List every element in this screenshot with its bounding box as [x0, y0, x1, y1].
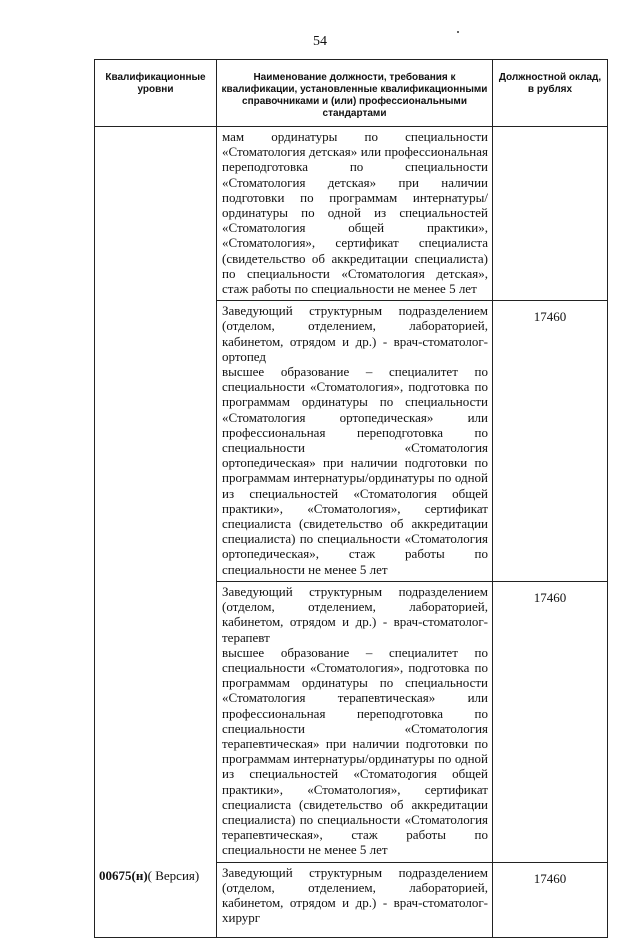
footer-code: 00675(н) — [99, 868, 148, 883]
footer-version: ( Версия) — [147, 868, 200, 883]
position-requirements-cell — [217, 127, 493, 301]
salary-cell: 17460 — [493, 862, 608, 937]
position-requirements-cell — [217, 581, 493, 862]
position-requirements-text: мам ординатуры по специальности «Стоматология детская» или профессиональная переподготовка по специальности «Стоматология детская» при наличии подготовки по программам интернатуры/ординатуры по одной из специальностей «Стоматология общей практики», «Стоматология», сертификат специалиста (свидетельство об аккредитации специалиста) по специальности «Стоматология детская», стаж работы по специальности не менее 5 лет — [222, 129, 488, 297]
table-header-row — [95, 60, 608, 127]
position-title: Заведующий структурным подразделением (отделом, отделением, лабораторией, кабинетом, отрядом и др.) - врач-стоматолог-хирург — [222, 864, 488, 926]
header-position-requirements: Наименование должности, требования к квалификации, установленные квалификационными справочниками и (или) профессиональными стандартами — [217, 60, 493, 127]
header-qualification-levels: Квалификационные уровни — [95, 60, 217, 127]
salary-cell: 17460 — [493, 581, 608, 862]
scan-speck — [457, 31, 459, 33]
position-title: Заведующий структурным подразделением (отделом, отделением, лабораторией, кабинетом, отрядом и др.) - врач-стоматолог-терапевт — [222, 583, 488, 645]
table-row — [95, 127, 608, 301]
qualification-level-cell — [95, 127, 217, 938]
salary-cell — [493, 127, 608, 301]
position-requirements-text: высшее образование – специалитет по специальности «Стоматология», подготовка по программам ординатуры по специальности «Стоматология ортопедическая» или профессиональная переподготовка по специальности «Стоматология ортопедическая» при наличии подготовки по программам интернатуры/ординатуры по одной из специальностей «Стоматология общей практики», «Стоматология», сертификат специалиста (свидетельство об аккредитации специалиста) по специальности «Стоматология ортопедическая», стаж работы по специальности не менее 5 лет — [222, 364, 488, 577]
salary-cell: 17460 — [493, 301, 608, 582]
document-footer — [99, 868, 199, 884]
position-requirements-cell — [217, 862, 493, 937]
position-requirements-cell — [217, 301, 493, 582]
position-requirements-text: высшее образование – специалитет по специальности «Стоматология», подготовка по программам ординатуры по специальности «Стоматология терапевтическая» или профессиональная переподготовка по специальности «Стоматология терапевтическая» при наличии подготовки по программам интернатуры/ординатуры по одной из специальностей «Стоматология общей практики», «Стоматология», сертификат специалиста (свидетельство об аккредитации специалиста) по специальности «Стоматология терапевтическая», стаж работы по специальности не менее 5 лет — [222, 644, 488, 858]
header-salary: Должностной оклад, в рублях — [493, 60, 608, 127]
qualification-table — [94, 59, 608, 938]
position-title: Заведующий структурным подразделением (отделом, отделением, лабораторией, кабинетом, отрядом и др.) - врач-стоматолог-ортопед — [222, 303, 488, 364]
page-number: 54 — [313, 34, 327, 49]
